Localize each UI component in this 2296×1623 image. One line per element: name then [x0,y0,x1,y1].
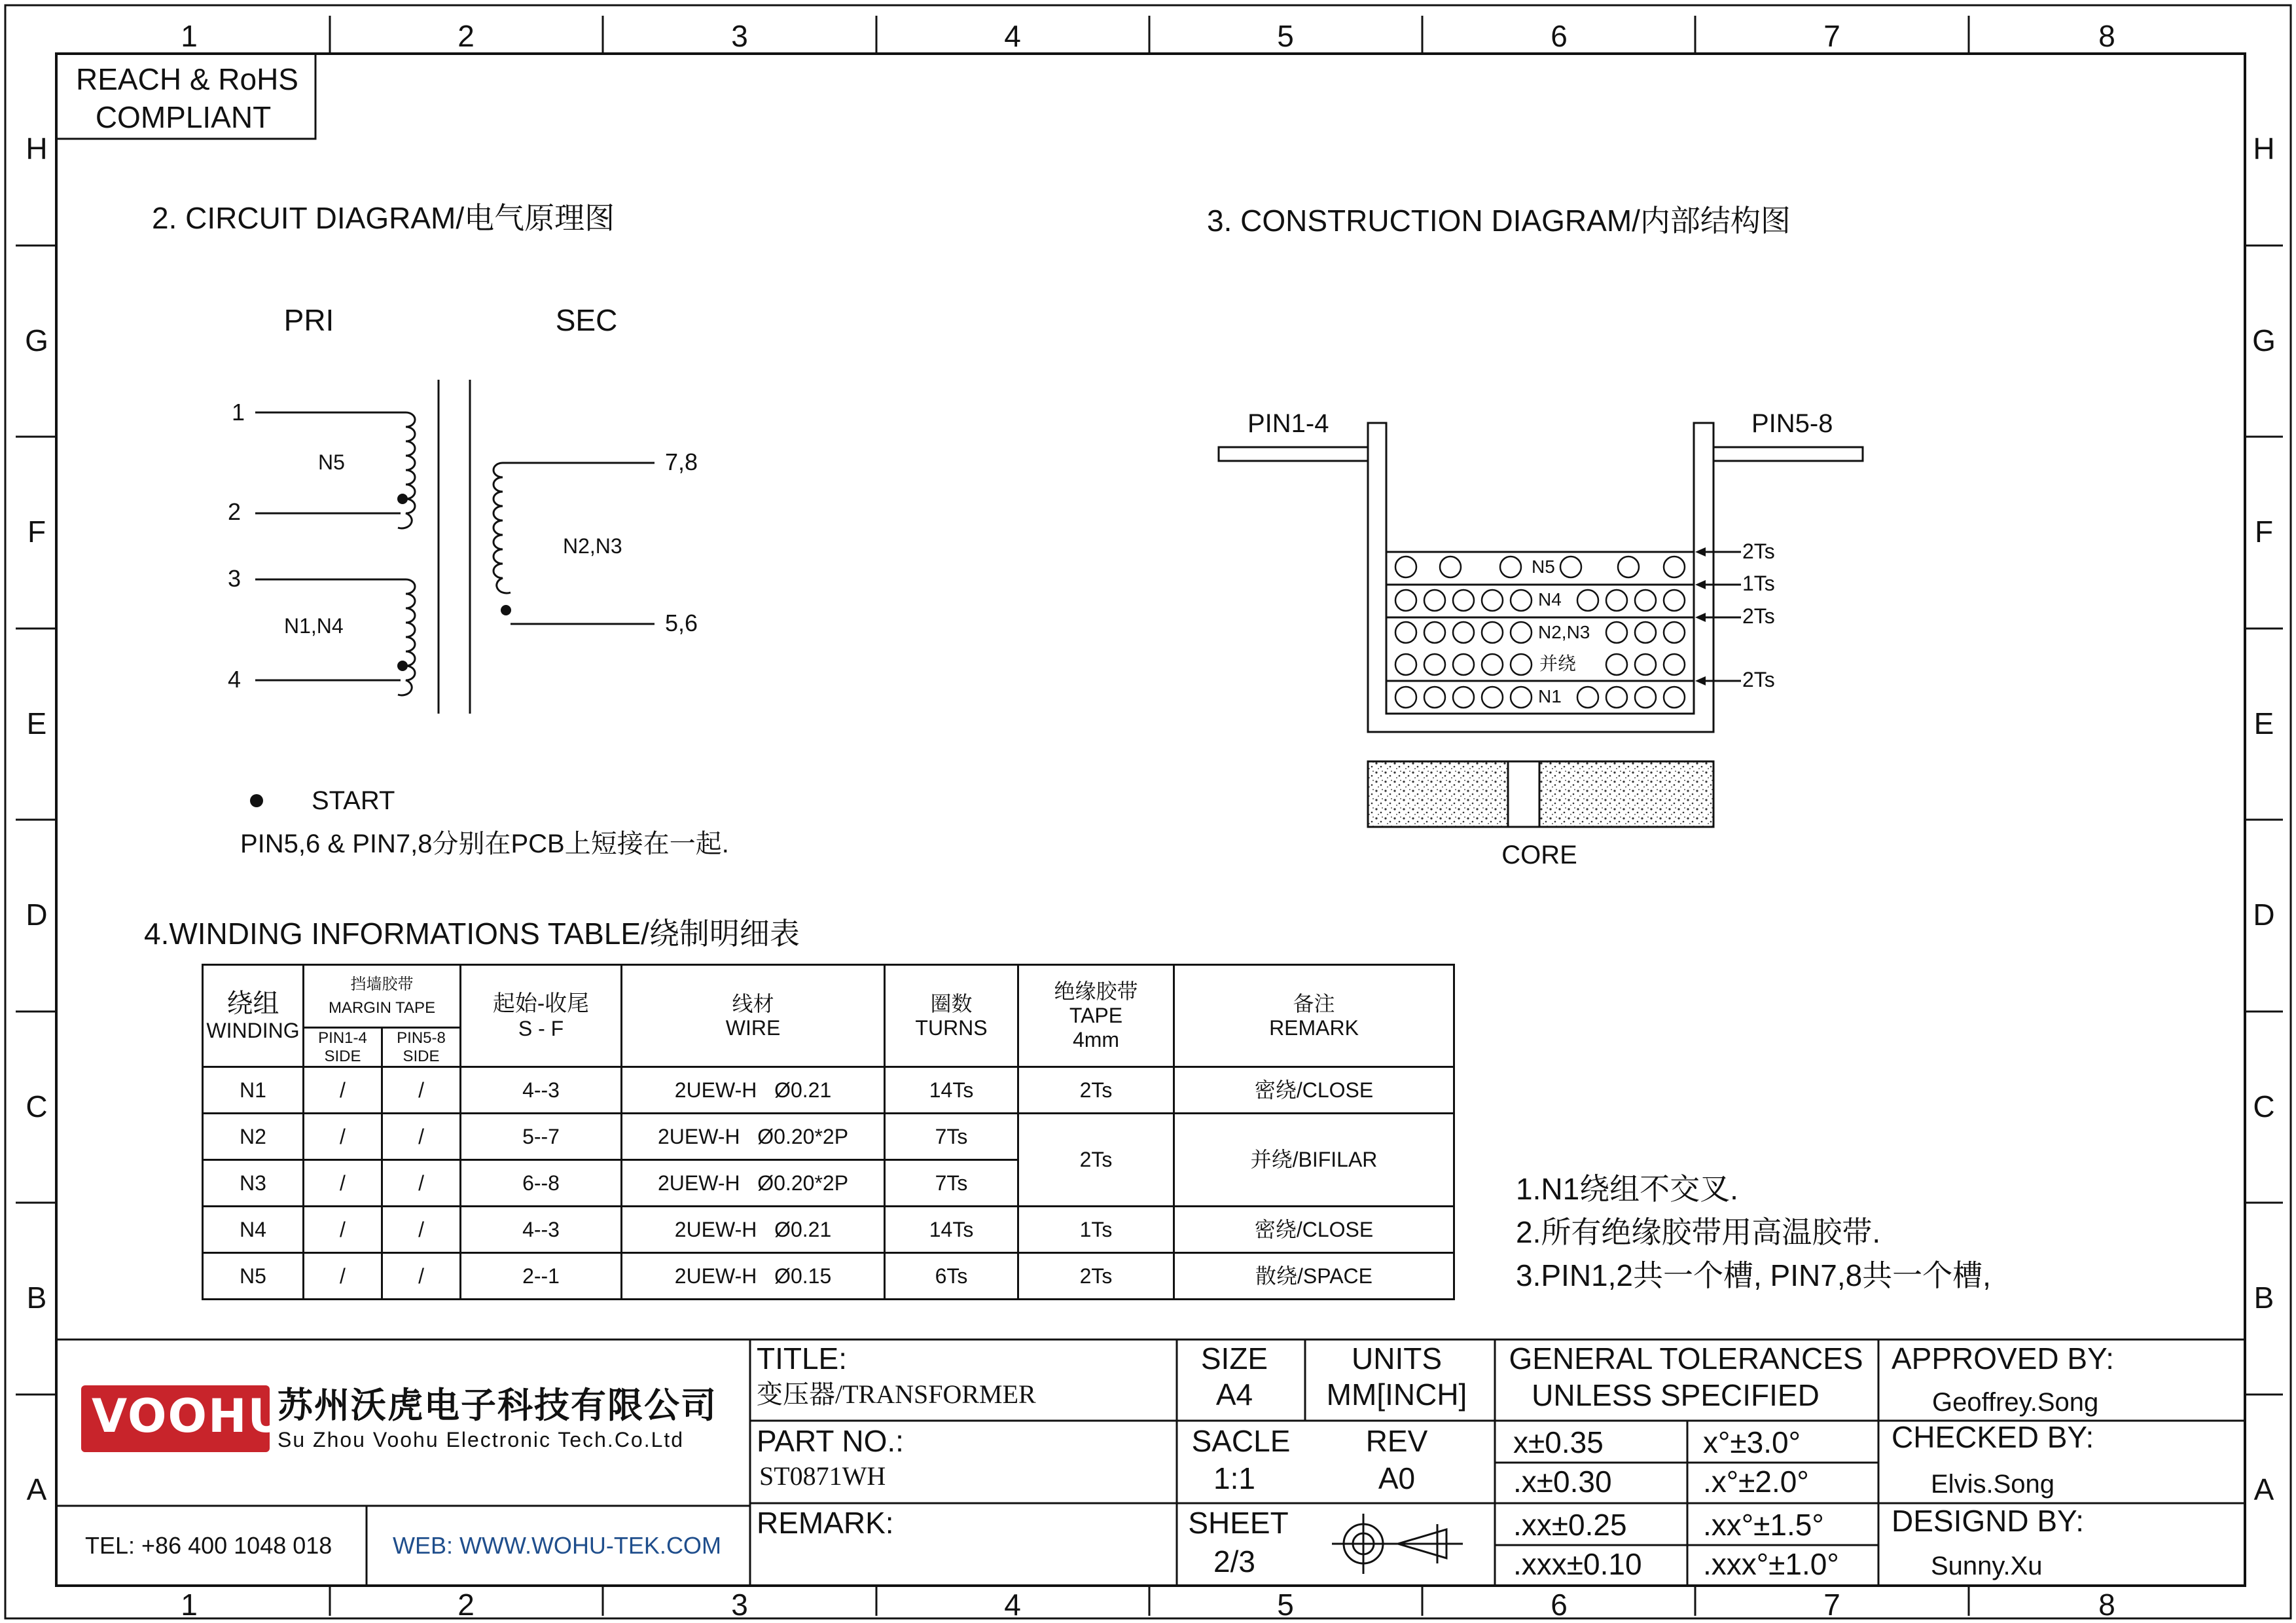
layer-n1: N1 [1538,686,1562,706]
header-turns-cn: 圈数 [930,991,973,1015]
zone-row-c: C [26,1089,48,1123]
cell-margin-pin58: / [382,1253,461,1300]
zone-row-e: E [26,706,47,740]
zone-col-3: 3 [731,19,748,53]
cell-winding: N2 [203,1114,304,1160]
zone-row-d: D [26,898,48,932]
title-label: TITLE: [757,1341,848,1376]
zone-row-e-right: E [2253,706,2274,740]
tape-2: 1Ts [1742,572,1775,595]
header-remark-cn: 备注 [1293,991,1335,1015]
tolerance-x2: .xx±0.25 [1513,1508,1627,1542]
cell-margin-pin14: / [304,1207,382,1253]
tolerance-title-1: GENERAL TOLERANCES [1509,1341,1863,1376]
units-label: UNITS [1352,1341,1442,1376]
zone-col-1-bottom: 1 [181,1588,198,1622]
company-logo: VOOHU [92,1389,287,1443]
checked-value: Elvis.Song [1931,1470,2054,1499]
compliance-line-1: REACH & RoHS [76,62,298,96]
header-wire-cn: 线材 [732,991,774,1015]
tolerance-x3-angle: .xxx°±1.0° [1703,1547,1839,1581]
cell-turns: 7Ts [885,1114,1018,1160]
cell-remark: 并绕/BIFILAR [1174,1114,1454,1207]
zone-row-a: A [26,1472,47,1506]
cell-sf: 6--8 [461,1160,622,1207]
header-pin58-label: PIN5-8 [397,1029,446,1047]
zone-col-7: 7 [1823,19,1840,53]
core-graphic [1368,761,1713,827]
winding-n5-label: N5 [318,450,345,474]
projection-symbol [1332,1514,1463,1574]
header-pin14-label: PIN1-4 [318,1029,367,1047]
cell-turns: 14Ts [885,1067,1018,1114]
tape-3: 2Ts [1742,604,1775,628]
table-row [203,1253,1454,1300]
cell-winding: N3 [203,1160,304,1207]
layer-n5: N5 [1532,556,1555,577]
pin-4: 4 [228,666,242,693]
cell-tape: 1Ts [1018,1207,1174,1253]
rev-label: REV [1365,1424,1428,1458]
table-header-row [203,965,1454,1028]
cell-margin-pin58: / [382,1067,461,1114]
header-pin58-side: SIDE [403,1047,440,1065]
units-value: MM[INCH] [1326,1377,1467,1412]
pin-right-label: PIN5-8 [1751,409,1833,438]
header-wire [622,965,885,1067]
tolerance-x-angle: x°±3.0° [1703,1425,1801,1459]
zone-col-5-bottom: 5 [1277,1588,1294,1622]
cell-tape: 2Ts [1018,1253,1174,1300]
zone-row-d-right: D [2253,898,2275,932]
header-margin [304,965,461,1028]
start-legend: START [312,786,395,815]
cell-sf: 4--3 [461,1067,622,1114]
construction-title: 3. CONSTRUCTION DIAGRAM/内部结构图 [1207,204,1791,238]
header-sf-cn: 起始-收尾 [492,991,590,1016]
header-remark-en: REMARK [1269,1015,1359,1040]
header-remark [1174,965,1454,1067]
zone-col-6-bottom: 6 [1551,1588,1568,1622]
zone-col-4-bottom: 4 [1004,1588,1021,1622]
part-no-value: ST0871WH [759,1461,886,1491]
header-pin14-side: SIDE [324,1047,361,1065]
zone-row-g: G [25,323,48,357]
cell-sf: 2--1 [461,1253,622,1300]
company-web-link[interactable]: WEB: WWW.WOHU-TEK.COM [393,1532,721,1559]
pri-label: PRI [283,303,334,337]
header-winding-cn: 绕组 [226,989,279,1019]
cell-tape: 2Ts [1018,1067,1174,1114]
scale-value: 1:1 [1213,1461,1255,1495]
header-tape-cn: 绝缘胶带 [1054,979,1138,1004]
company-tel: TEL: +86 400 1048 018 [85,1532,332,1559]
tape-1: 2Ts [1742,539,1775,563]
zone-col-3-bottom: 3 [731,1588,748,1622]
tolerance-x1: .x±0.30 [1513,1465,1612,1499]
layer-n4: N4 [1538,589,1562,610]
zone-col-1: 1 [181,19,198,53]
header-winding [203,965,304,1067]
cell-sf: 5--7 [461,1114,622,1160]
header-tape [1018,965,1174,1067]
cell-wire: 2UEW-H Ø0.21 [622,1207,885,1253]
tolerance-x2-angle: .xx°±1.5° [1703,1508,1824,1542]
note-2: 2.所有绝缘胶带用高温胶带. [1516,1215,1881,1249]
cell-winding: N5 [203,1253,304,1300]
header-sf [461,965,622,1067]
zone-row-b-right: B [2253,1281,2274,1315]
title-value: 变压器/TRANSFORMER [757,1379,1036,1409]
winding-table [202,964,1455,1300]
cell-remark: 密绕/CLOSE [1174,1067,1454,1114]
pin-1: 1 [232,399,245,426]
layer-bifilar: 并绕 [1539,653,1577,674]
size-value: A4 [1215,1377,1253,1412]
tolerance-x1-angle: .x°±2.0° [1703,1465,1809,1499]
zone-row-a-right: A [2253,1472,2274,1506]
zone-row-f: F [27,515,46,549]
remark-label: REMARK: [757,1506,894,1540]
cell-margin-pin58: / [382,1114,461,1160]
cell-margin-pin14: / [304,1067,382,1114]
header-wire-en: WIRE [725,1015,781,1040]
zone-row-h-right: H [2253,132,2275,166]
rev-value: A0 [1378,1461,1416,1495]
zone-col-4: 4 [1004,19,1021,53]
zone-row-h: H [26,132,48,166]
zone-col-7-bottom: 7 [1823,1588,1840,1622]
cell-wire: 2UEW-H Ø0.21 [622,1067,885,1114]
sheet-label: SHEET [1188,1506,1289,1540]
cell-turns: 14Ts [885,1207,1018,1253]
company-name-en: Su Zhou Voohu Electronic Tech.Co.Ltd [278,1428,685,1451]
cell-margin-pin14: / [304,1114,382,1160]
pin-78: 7,8 [665,448,698,475]
header-margin-cn: 挡墙胶带 [350,975,414,993]
core-label: CORE [1501,841,1577,869]
zone-col-8-bottom: 8 [2098,1588,2115,1622]
note-3: 3.PIN1,2共一个槽, PIN7,8共一个槽, [1516,1258,1991,1292]
cell-turns: 7Ts [885,1160,1018,1207]
table-row [203,1114,1454,1160]
zone-ticks [16,16,2283,1616]
approved-value: Geoffrey.Song [1932,1388,2099,1417]
cell-margin-pin58: / [382,1207,461,1253]
pin-2: 2 [228,498,242,525]
size-label: SIZE [1200,1341,1268,1376]
cell-tape: 2Ts [1018,1114,1174,1207]
tolerance-title-2: UNLESS SPECIFIED [1532,1378,1820,1412]
part-no-label: PART NO.: [757,1424,904,1458]
cell-wire: 2UEW-H Ø0.20*2P [622,1160,885,1207]
zone-row-b: B [26,1281,47,1315]
checked-label: CHECKED BY: [1892,1420,2094,1454]
scale-label: SACLE [1191,1424,1291,1458]
company-name-cn: 苏州沃虎电子科技有限公司 [278,1386,717,1425]
cell-winding: N1 [203,1067,304,1114]
cell-wire: 2UEW-H Ø0.15 [622,1253,885,1300]
tape-4: 2Ts [1742,668,1775,691]
pin-3: 3 [228,565,242,592]
compliance-line-2: COMPLIANT [95,100,272,134]
zone-col-2: 2 [457,19,475,53]
zone-col-2-bottom: 2 [457,1588,475,1622]
pcb-short-note: PIN5,6 & PIN7,8分别在PCB上短接在一起. [240,830,729,858]
header-margin-en: MARGIN TAPE [328,998,436,1017]
cell-sf: 4--3 [461,1207,622,1253]
start-dots [250,494,511,807]
header-turns-en: TURNS [915,1015,988,1040]
cell-margin-pin14: / [304,1253,382,1300]
header-tape-en: TAPE [1069,1004,1123,1028]
circuit-title: 2. CIRCUIT DIAGRAM/电气原理图 [152,201,615,235]
pin-56: 5,6 [665,610,698,636]
header-winding-en: WINDING [206,1019,300,1043]
approved-label: APPROVED BY: [1892,1341,2115,1376]
table-row [203,1207,1454,1253]
tape-arrowheads [1695,547,1706,685]
header-pin14 [304,1028,382,1067]
winding-n2n3-label: N2,N3 [563,534,622,558]
cell-margin-pin58: / [382,1160,461,1207]
cell-winding: N4 [203,1207,304,1253]
cell-remark: 散绕/SPACE [1174,1253,1454,1300]
header-turns [885,965,1018,1067]
title-block-grid [56,1340,2245,1586]
header-sf-en: S - F [518,1016,564,1040]
winding-n1n4-label: N1,N4 [284,614,344,638]
cell-wire: 2UEW-H Ø0.20*2P [622,1114,885,1160]
zone-col-8: 8 [2098,19,2115,53]
tolerance-x: x±0.35 [1513,1425,1604,1459]
header-tape-mm: 4mm [1072,1027,1120,1051]
cell-margin-pin14: / [304,1160,382,1207]
zone-col-6: 6 [1551,19,1568,53]
sec-label: SEC [555,303,618,337]
pin-left-label: PIN1-4 [1247,409,1329,438]
header-pin58 [382,1028,461,1067]
cell-remark: 密绕/CLOSE [1174,1207,1454,1253]
zone-row-g-right: G [2252,323,2276,357]
sheet-value: 2/3 [1213,1544,1255,1578]
tolerance-x3: .xxx±0.10 [1513,1547,1642,1581]
table-row [203,1067,1454,1114]
cell-turns: 6Ts [885,1253,1018,1300]
zone-row-c-right: C [2253,1089,2275,1123]
designed-value: Sunny.Xu [1931,1552,2043,1580]
layer-n2n3: N2,N3 [1538,622,1590,642]
note-1: 1.N1绕组不交叉. [1516,1172,1738,1206]
winding-table-title: 4.WINDING INFORMATIONS TABLE/绕制明细表 [144,917,800,951]
zone-col-5: 5 [1277,19,1294,53]
zone-row-f-right: F [2254,515,2274,549]
designed-label: DESIGND BY: [1892,1504,2084,1538]
